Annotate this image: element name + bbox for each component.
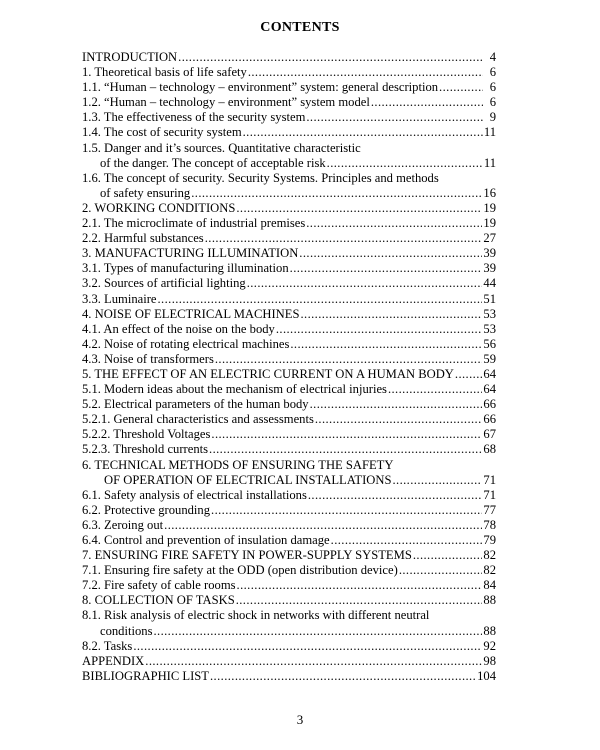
dot-leader [290,337,482,352]
toc-entry[interactable] [82,65,496,80]
toc-entry-label: 5.2.3. Threshold currents [82,442,209,457]
toc-entry-label: 2. WORKING CONDITIONS [82,200,236,215]
toc-entry-page: 53 [483,306,496,321]
toc-entry-label: 4.2. Noise of rotating electrical machines [82,336,290,351]
dot-leader [158,292,483,307]
toc-entry-label: 4.1. An effect of the noise on the body [82,321,275,336]
toc-entry-page: 78 [483,517,496,532]
toc-entry-label: 6.1. Safety analysis of electrical installations [82,487,307,502]
toc-entry-first-line: 8.1. Risk analysis of electric shock in networks with different neutral [82,608,430,623]
toc-entry-label: 5.2.2. Threshold Voltages [82,427,211,442]
toc-entry-label: 6.3. Zeroing out [82,517,164,532]
toc-entry[interactable] [82,533,496,548]
toc-entry[interactable] [82,125,496,140]
toc-entry-page: 82 [483,548,496,563]
toc-entry[interactable] [82,322,496,337]
toc-entry[interactable] [82,141,496,171]
toc-entry[interactable] [82,397,496,412]
toc-entry-label: 7.1. Ensuring fire safety at the ODD (open distribution device) [82,563,398,578]
toc-entry[interactable] [82,458,496,488]
toc-entry-page: 71 [483,487,496,502]
toc-entry-page: 92 [483,638,496,653]
dot-leader [211,427,482,442]
toc-entry[interactable] [82,352,496,367]
toc-entry-first-line: 1.5. Danger and it’s sources. Quantitative characteristic [82,140,361,155]
dot-leader [371,95,483,110]
toc-entry-page: 88 [483,623,496,638]
toc-entry-page: 16 [483,185,496,200]
toc-entry[interactable] [82,110,496,125]
toc-entry-label: 6.4. Control and prevention of insulation damage [82,533,330,547]
dot-leader [308,488,483,503]
toc-entry-page: 77 [483,502,496,517]
page-number: 3 [296,712,304,727]
toc-entry[interactable] [82,95,496,110]
toc-entry-page: 53 [483,321,496,336]
toc-entry-first-line: 6. TECHNICAL METHODS OF ENSURING THE SAFETY [82,457,394,472]
dot-leader [413,548,483,563]
toc-entry-label: 4. NOISE OF ELECTRICAL MACHINES [82,306,300,321]
toc-entry[interactable] [82,246,496,261]
toc-entry[interactable] [82,231,496,246]
dot-leader [276,322,483,337]
dot-leader [327,156,483,171]
toc-entry[interactable] [82,488,496,503]
toc-entry-label: 1.3. The effectiveness of the security system [82,110,306,125]
toc-entry[interactable] [82,518,496,533]
toc-entry[interactable] [82,593,496,608]
toc-entry-label: 2.2. Harmful substances [82,231,204,246]
toc-entry-label: 2.1. The microclimate of industrial premises [82,216,306,231]
toc-entry-label: 5.2.1. General characteristics and assessments [82,412,314,427]
toc-entry-label: 8. COLLECTION OF TASKS [82,593,235,608]
toc-entry-page: 66 [483,412,496,427]
toc-entry-label: 3. MANUFACTURING ILLUMINATION [82,246,299,261]
dot-leader [205,231,483,246]
toc-entry-label: 3.3. Luminaire [82,291,157,306]
toc-entry-page: 79 [483,533,496,547]
toc-entry-label: 1. Theoretical basis of life safety [82,65,247,80]
dot-leader [237,578,483,593]
toc-entry-label: 1.1. “Human – technology – environment” system: general description [82,80,439,95]
toc-entry-page: 71 [483,472,496,487]
toc-entry-label: of safety ensuring [100,185,191,200]
toc-entry[interactable] [82,654,496,669]
dot-leader [247,276,483,291]
toc-entry[interactable] [82,608,496,638]
toc-entry-page: 59 [483,351,496,366]
toc-entry-label: 3.2. Sources of artificial lighting [82,276,246,291]
toc-entry-page: 19 [483,216,496,231]
toc-entry[interactable] [82,261,496,276]
toc-entry[interactable] [82,639,496,654]
dot-leader [331,533,483,548]
dot-leader [248,65,483,80]
page-title: CONTENTS [260,20,340,35]
toc-entry-page: 64 [483,366,496,381]
toc-entry[interactable] [82,276,496,291]
toc-entry-page: 88 [483,593,496,608]
toc-entry[interactable] [82,367,496,382]
toc-entry-label: 1.2. “Human – technology – environment” system model [82,95,370,110]
toc-entry[interactable] [82,578,496,593]
toc-entry-label: 7. ENSURING FIRE SAFETY IN POWER-SUPPLY SYSTEMS [82,548,412,563]
toc-entry-page: 56 [483,336,496,351]
toc-entry[interactable] [82,80,496,95]
dot-leader [300,307,482,322]
dot-leader [191,186,482,201]
toc-entry-page: 6 [489,65,496,80]
table-of-contents [82,50,496,684]
toc-entry-page: 84 [483,578,496,593]
toc-entry-label: APPENDIX [82,653,145,668]
toc-entry-page: 39 [483,246,496,261]
toc-entry-label: 1.4. The cost of security system [82,125,242,140]
toc-entry-page: 4 [489,50,496,64]
dot-leader [178,50,483,65]
toc-entry-label: 4.3. Noise of transformers [82,351,214,366]
toc-entry[interactable] [82,50,496,65]
dot-leader [315,412,483,427]
toc-entry-page: 6 [489,80,496,95]
toc-entry-label: 5. THE EFFECT OF AN ELECTRIC CURRENT ON A HUMAN BODY [82,366,454,381]
toc-entry-label: conditions [100,623,153,638]
toc-entry[interactable] [82,427,496,442]
toc-entry-page: 27 [483,231,496,246]
dot-leader [153,624,482,639]
toc-entry[interactable] [82,412,496,427]
toc-entry[interactable] [82,563,496,578]
toc-entry-label: OF OPERATION OF ELECTRICAL INSTALLATIONS [104,472,392,487]
dot-leader [236,201,482,216]
toc-entry-label: 6.2. Protective grounding [82,502,211,517]
dot-leader [299,246,482,261]
toc-entry-first-line: 1.6. The concept of security. Security Systems. Principles and methods [82,170,439,185]
toc-entry-label: 5.1. Modern ideas about the mechanism of electrical injuries [82,382,387,397]
toc-entry-page: 66 [483,397,496,412]
dot-leader [133,639,482,654]
dot-leader [243,125,483,140]
toc-entry-label: 3.1. Types of manufacturing illumination [82,261,289,276]
toc-entry-label: INTRODUCTION [82,50,178,64]
toc-entry-page: 68 [483,442,496,457]
toc-entry[interactable] [82,216,496,231]
dot-leader [236,593,483,608]
dot-leader [210,669,476,684]
toc-entry-page: 82 [483,563,496,578]
toc-entry[interactable] [82,307,496,322]
toc-entry-page: 98 [483,653,496,668]
toc-entry[interactable] [82,548,496,563]
toc-entry-page: 39 [483,261,496,276]
toc-entry-page: 11 [483,125,496,140]
dot-leader [209,442,482,457]
toc-entry[interactable] [82,442,496,457]
dot-leader [211,503,482,518]
toc-entry-page: 64 [483,382,496,397]
toc-entry[interactable] [82,382,496,397]
dot-leader [439,80,483,95]
dot-leader [455,367,483,382]
toc-entry-label: BIBLIOGRAPHIC LIST [82,668,209,683]
toc-entry-page: 104 [477,668,496,683]
toc-entry-label: 8.2. Tasks [82,638,133,653]
toc-entry[interactable] [82,503,496,518]
dot-leader [145,654,482,669]
dot-leader [164,518,482,533]
toc-entry[interactable] [82,337,496,352]
toc-entry-page: 19 [483,200,496,215]
toc-entry-page: 9 [489,110,496,125]
dot-leader [290,261,483,276]
toc-entry-page: 44 [483,276,496,291]
dot-leader [306,110,483,125]
dot-leader [306,216,482,231]
toc-entry-page: 51 [483,291,496,306]
dot-leader [392,473,482,488]
dot-leader [388,382,482,397]
toc-entry-label: 7.2. Fire safety of cable rooms [82,578,236,593]
toc-entry-label: of the danger. The concept of acceptable risk [100,155,326,170]
toc-entry[interactable] [82,171,496,201]
dot-leader [310,397,483,412]
toc-entry-page: 6 [489,95,496,110]
dot-leader [215,352,483,367]
toc-entry[interactable] [82,292,496,307]
toc-entry-page: 67 [483,427,496,442]
toc-entry-label: 5.2. Electrical parameters of the human body [82,397,309,412]
toc-entry[interactable] [82,201,496,216]
toc-entry[interactable] [82,669,496,684]
dot-leader [399,563,483,578]
toc-entry-page: 11 [483,155,496,170]
